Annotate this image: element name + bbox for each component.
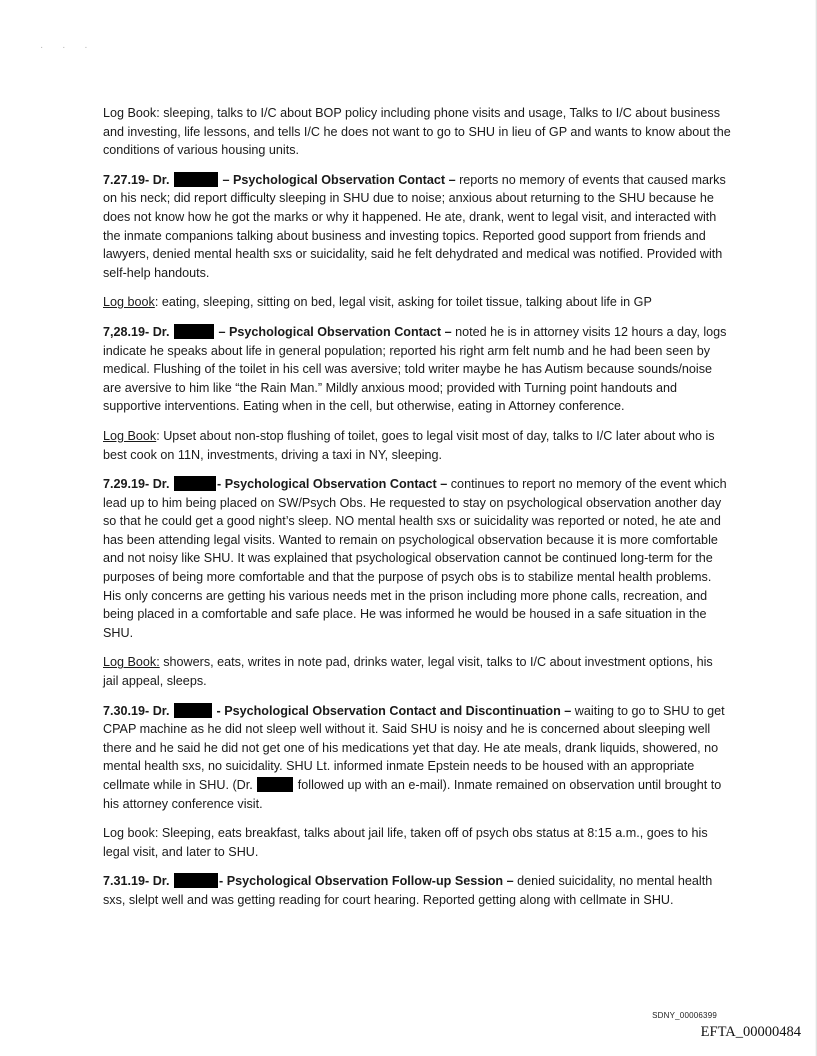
redaction-block — [174, 172, 218, 187]
entry-date: 7.27.19- Dr. — [103, 172, 170, 187]
entry-text-continued: followed up with an e-mail). Inmate remained on observation until brought to his attorney conference visit. — [103, 778, 722, 811]
entry-paragraph — [103, 475, 731, 642]
redaction-block — [174, 873, 218, 888]
log-paragraph — [103, 293, 731, 312]
log-label: Log Book — [103, 428, 157, 443]
entry-text: continues to report no memory of the event which lead up to him being placed on SW/Psych Obs. He requested to stay on psychological observation another day so that he could get a good night’s sleep. NO mental health sxs or suicidality was reported or noted, he ate and has been attending legal visits. Wanted to remain on psychological observation because it is more comfortable and not noisy like SHU. It was explained that psychological observation cannot be continued long-term for the purposes of being more comfortable and that the purpose of psych obs is to stabilize mental health problems. His only concerns are getting his various needs met in the prison including more phone calls, recreation, and being placed in a comfortable and safe place. He was informed he would be housed in a safe situation in the SHU. — [103, 477, 727, 640]
entry-paragraph — [103, 872, 731, 909]
redaction-block — [174, 324, 214, 339]
entry-paragraph — [103, 702, 731, 814]
log-paragraph — [103, 824, 731, 861]
entry-title: – Psychological Observation Contact – — [219, 172, 456, 187]
entry-paragraph — [103, 323, 731, 416]
entry-date: 7.29.19- Dr. — [103, 477, 170, 492]
entry-text: noted he is in attorney visits 12 hours a day, logs indicate he speaks about life in general population; reported his right arm felt numb and he had been seen by medical. Flushing of the toilet in his cell was aversive; told writer maybe he has Autism because sounds/noise are aversive to him like “the Rain Man.” Mildly anxious mood; provided with Turning point handouts and supportive interventions. Eating when in the cell, but otherwise, eating in Attorney conference. — [103, 324, 727, 414]
log-paragraph — [103, 653, 731, 690]
document-body — [103, 104, 731, 921]
efta-number: EFTA_00000484 — [700, 1024, 801, 1040]
entry-text: waiting to go to SHU to get CPAP machine as he did not sleep well without it. Said SHU is noisy and he is concerned about sleeping well there and he said he did not get one of his medications yet that day. He ate meals, drank liquids, showered, no mental health sxs, no suicidality. SHU Lt. informed inmate Epstein needs to be housed with an appropriate cellmate while in SHU. (Dr. — [103, 703, 725, 792]
entry-paragraph — [103, 171, 731, 283]
log-label: Log book — [103, 295, 155, 310]
entry-date: 7.30.19- Dr. — [103, 703, 170, 718]
scan-specks: · · · — [40, 42, 96, 53]
entry-date: 7.31.19- Dr. — [103, 874, 170, 889]
log-text: showers, eats, writes in note pad, drinks water, legal visit, talks to I/C about investment options, his jail appeal, sleeps. — [103, 655, 713, 689]
log-text: : Upset about non-stop flushing of toilet, goes to legal visit most of day, talks to I/C later about who is best cook on 11N, investments, driving a taxi in NY, sleeping. — [103, 428, 715, 462]
entry-text: denied suicidality, no mental health sxs, slelpt well and was getting reading for court hearing. Reported getting along with cellmate in SHU. — [103, 874, 713, 907]
bates-number: SDNY_00006399 — [652, 1011, 717, 1020]
entry-title: - Psychological Observation Contact – — [217, 477, 448, 492]
entry-title: - Psychological Observation Follow-up Session – — [219, 874, 514, 889]
log-paragraph — [103, 104, 731, 160]
redaction-block — [174, 703, 212, 718]
log-label: Log Book: — [103, 106, 160, 120]
log-text: : eating, sleeping, sitting on bed, legal visit, asking for toilet tissue, talking about life in GP — [154, 295, 652, 310]
log-text: : Sleeping, eats breakfast, talks about jail life, taken off of psych obs status at 8:15 a.m., goes to his legal visit, and later to SHU. — [103, 826, 708, 859]
log-text: sleeping, talks to I/C about BOP policy including phone visits and usage, Talks to I/C about business and investing, life lessons, and tells I/C he does not want to go to SHU in lieu of GP and wants to know about the conditions of various housing units. — [103, 106, 731, 158]
entry-title: – Psychological Observation Contact – — [215, 324, 452, 339]
redaction-block — [257, 777, 293, 792]
log-label: Log Book: — [103, 655, 160, 670]
redaction-block — [174, 476, 216, 491]
entry-text: reports no memory of events that caused marks on his neck; did report difficulty sleeping in SHU due to noise; anxious about returning to the SHU because he does not know how he got the marks or why it happened. He ate, drank, went to legal visit, and interacted with the inmate companions talking about business and investing topics. Reported good support from friends and lawyers, denied mental health sxs or suicidality, said he felt dehydrated and medical was notified. Provided with self-help handouts. — [103, 172, 726, 280]
log-label: Log book — [103, 826, 155, 841]
entry-date: 7,28.19- Dr. — [103, 324, 170, 339]
entry-title: - Psychological Observation Contact and Discontinuation – — [213, 703, 572, 718]
log-paragraph — [103, 427, 731, 464]
